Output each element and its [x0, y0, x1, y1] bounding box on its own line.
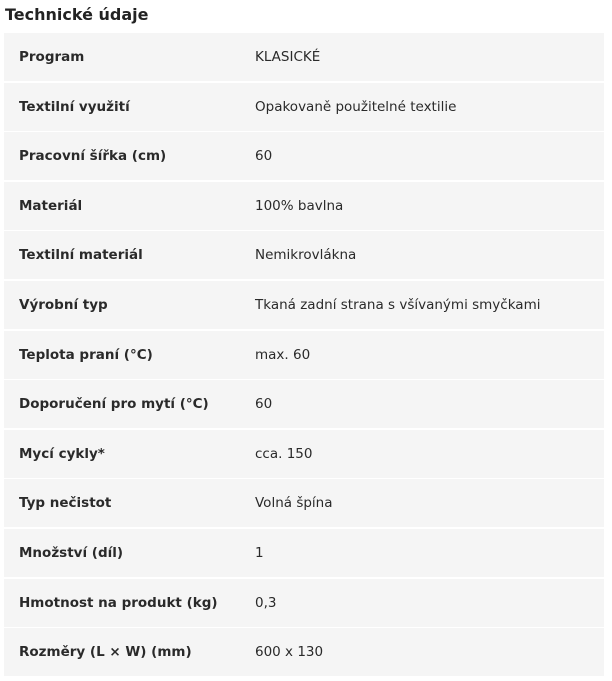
spec-row-weight [4, 579, 604, 627]
spec-label: Pracovní šířka (cm) [19, 148, 167, 165]
spec-value: Volná špína [255, 495, 333, 512]
spec-value: Tkaná zadní strana s všívanými smyčkami [255, 296, 541, 313]
spec-label: Množství (díl) [19, 544, 124, 561]
spec-row-quantity [4, 529, 604, 577]
spec-value: cca. 150 [255, 445, 313, 462]
spec-label: Materiál [19, 197, 83, 214]
spec-value: 100% bavlna [255, 197, 344, 214]
spec-label: Rozměry (L × W) (mm) [19, 644, 192, 661]
section-title: Technické údaje [5, 5, 149, 24]
spec-label: Výrobní typ [19, 296, 108, 313]
spec-value: 1 [255, 544, 264, 561]
spec-value: 60 [255, 396, 273, 413]
spec-value: 60 [255, 148, 273, 165]
spec-label: Textilní materiál [19, 247, 143, 264]
specs-table [4, 33, 604, 676]
spec-value: max. 60 [255, 346, 311, 363]
spec-value: Nemikrovlákna [255, 247, 357, 264]
spec-row-program [4, 33, 604, 81]
spec-row-wash-temperature [4, 331, 604, 379]
spec-value: 600 x 130 [255, 644, 324, 661]
spec-label: Hmotnost na produkt (kg) [19, 594, 218, 611]
spec-row-production-type [4, 281, 604, 329]
spec-value: KLASICKÉ [255, 49, 321, 65]
spec-value: Opakovaně použitelné textilie [255, 98, 457, 115]
spec-label: Program [19, 49, 85, 65]
spec-row-material [4, 182, 604, 230]
spec-value: 0,3 [255, 594, 277, 611]
spec-label: Doporučení pro mytí (°C) [19, 396, 209, 413]
spec-label: Teplota praní (°C) [19, 346, 153, 363]
spec-row-dirt-type [4, 479, 604, 527]
spec-row-wash-cycles [4, 430, 604, 478]
spec-label: Textilní využití [19, 98, 130, 115]
spec-row-textile-material [4, 231, 604, 279]
spec-row-textile-use [4, 83, 604, 131]
spec-label: Typ nečistot [19, 495, 112, 512]
spec-label: Mycí cykly* [19, 445, 105, 462]
spec-row-recommended-wash [4, 380, 604, 428]
spec-row-dimensions [4, 628, 604, 676]
spec-row-working-width [4, 132, 604, 180]
